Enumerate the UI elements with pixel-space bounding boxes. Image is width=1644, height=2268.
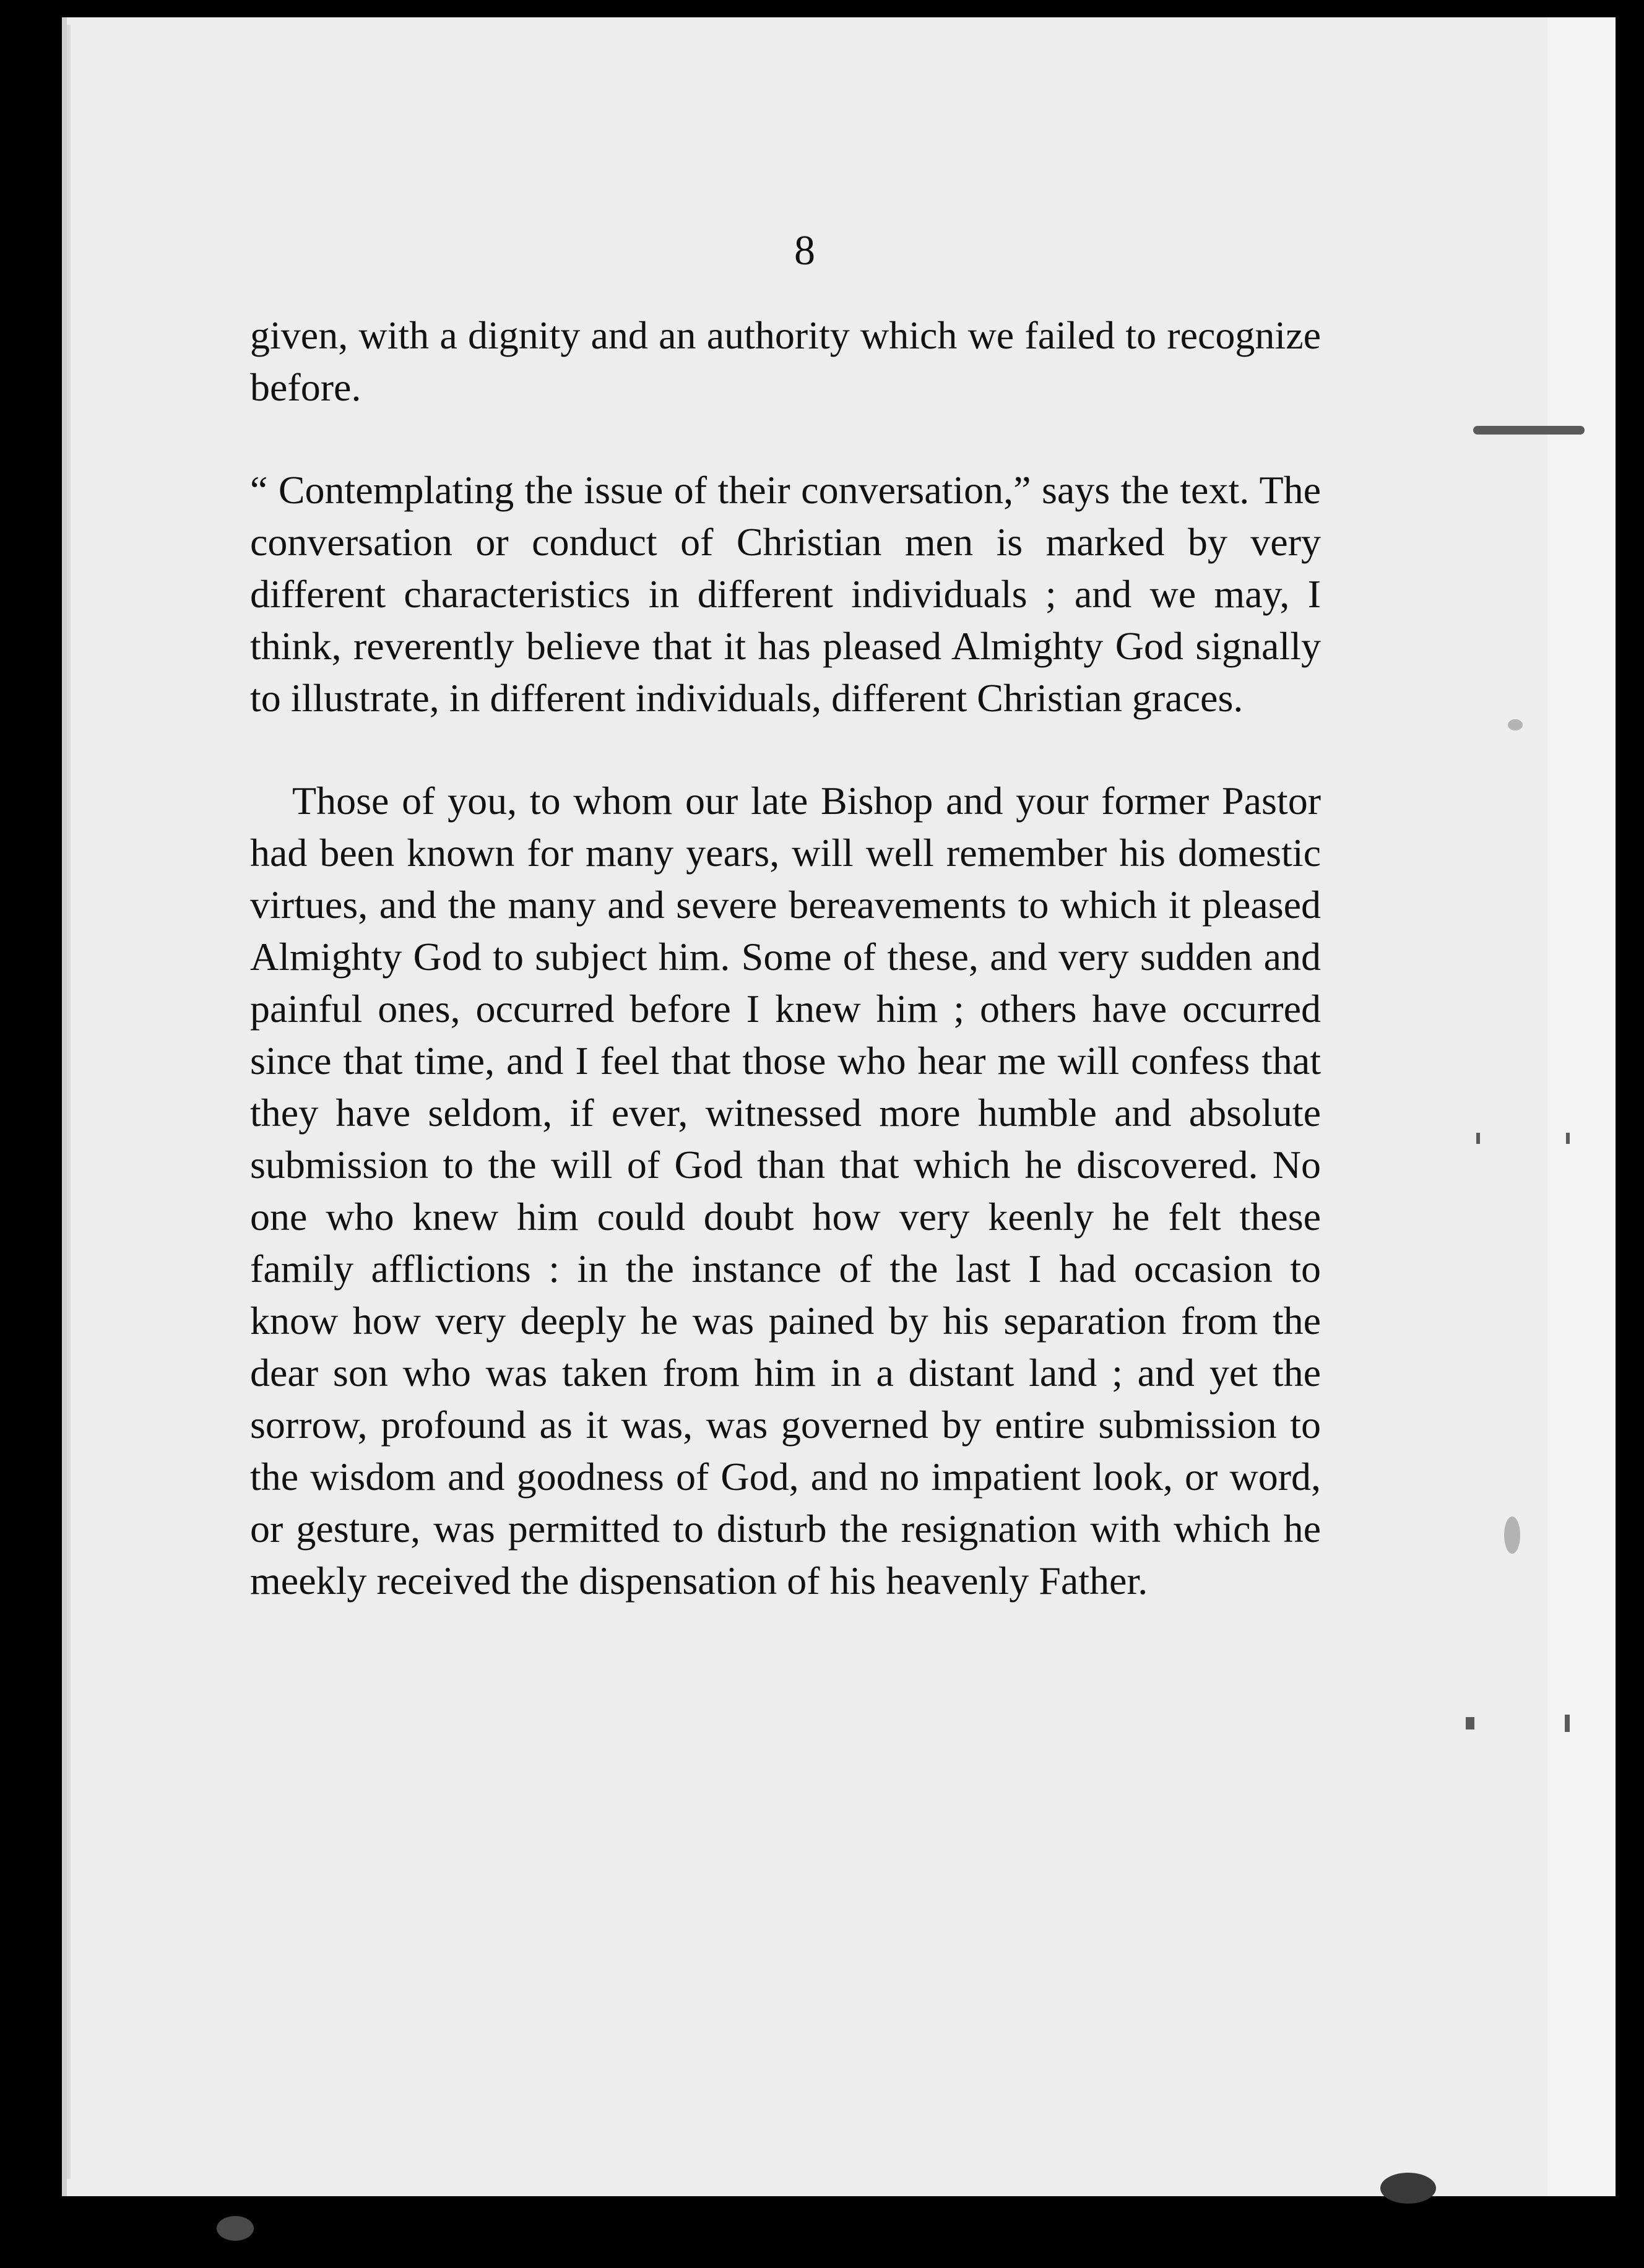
scan-artifact <box>1476 1133 1480 1144</box>
scan-artifact <box>217 2216 254 2241</box>
scan-artifact <box>1565 1715 1570 1732</box>
page-body <box>250 309 1321 1607</box>
scan-artifact <box>1380 2173 1436 2204</box>
scan-artifact <box>1466 1717 1474 1729</box>
paragraph-2: “ Contemplating the issue of their conversation,” says the text. The conversation or conduct of Christian men is marked by very different characteristics in different individuals ; and we may, I think, reverently believe that it has pleased Almighty God signally to illustrate, in different individuals, different Christian graces. <box>250 468 1321 720</box>
scan-artifact <box>1508 719 1523 730</box>
adjacent-page-strip <box>1547 17 1616 2196</box>
scan-artifact <box>1504 1517 1520 1554</box>
page-number: 8 <box>794 227 815 274</box>
paragraph-1: given, with a dignity and an authority which we failed to recognize before. <box>250 313 1321 409</box>
scan-artifact <box>1566 1133 1570 1144</box>
page-binding-edge <box>67 25 71 2179</box>
paragraph-3: Those of you, to whom our late Bishop and your former Pastor had been known for many years, will well remember his domestic virtues, and the many and severe bereavements to which it pleased Almighty God to subject him. Some of these, and very sudden and painful ones, occurred before I knew him ; others have occurred since that time, and I feel that those who hear me will confess that they have seldom, if ever, witnessed more humble and absolute submission to the will of God than that which he discovered. No one who knew him could doubt how very keenly he felt these family afflictions : in the instance of the last I had occasion to know how very deeply he was pained by his separation from the dear son who was taken from him in a distant land ; and yet the sorrow, profound as it was, was governed by entire submission to the wisdom and goodness of God, and no impatient look, or word, or gesture, was permitted to disturb the resignation with which he meekly received the dispensation of his heavenly Father. <box>250 779 1321 1603</box>
scan-artifact <box>1473 426 1585 435</box>
